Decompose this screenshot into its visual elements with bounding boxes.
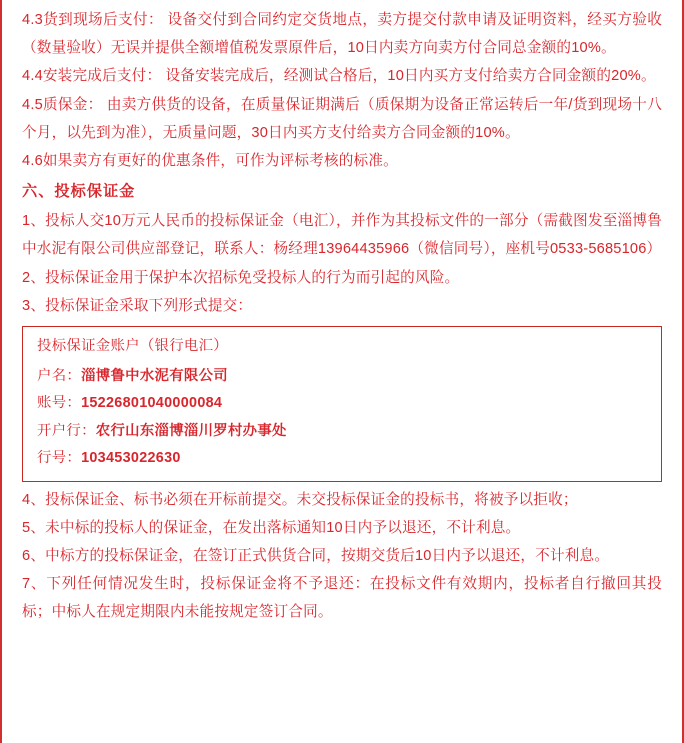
paragraph-4-5: 4.5质保金： 由卖方供货的设备，在质量保证期满后（质保期为设备正常运转后一年/货到现场十八个月，以先到为准），无质量问题，30日内买方支付给卖方合同金额的10%。: [22, 96, 662, 141]
bank-account-box: [22, 326, 662, 482]
bond-item-1: 1、投标人交10万元人民币的投标保证金（电汇），并作为其投标文件的一部分（需截图发至淄博鲁中水泥有限公司供应部登记，联系人：杨经理13964435966（微信同号），座机号0533-5685106）: [22, 213, 662, 258]
bank-value-account-number: 15226801040000084: [81, 395, 223, 412]
paragraph-4-3: 4.3货到现场后支付： 设备交付到合同约定交货地点，卖方提交付款申请及证明资料，经买方验收（数量验收）无误并提供全额增值税发票原件后，10日内卖方向卖方付合同总金额的10%。: [22, 12, 662, 57]
bank-label-branch: 开户行：: [37, 422, 96, 439]
bank-row-account-number: [23, 390, 661, 418]
bond-item-5: 5、未中标的投标人的保证金，在发出落标通知10日内予以退还，不计利息。: [22, 519, 521, 536]
bank-label-account-name: 户名：: [37, 367, 82, 384]
paragraph-4-6: 4.6如果卖方有更好的优惠条件，可作为评标考核的标准。: [22, 153, 398, 170]
bank-label-account-number: 账号：: [37, 395, 82, 412]
bank-row-bank-code: [23, 445, 661, 473]
bond-item-7: 7、下列任何情况发生时，投标保证金将不予退还：在投标文件有效期内，投标者自行撤回其投标；中标人在规定期限内未能按规定签订合同。: [22, 576, 662, 621]
bond-item-4: 4、投标保证金、标书必须在开标前提交。未交投标保证金的投标书，将被予以拒收；: [22, 491, 578, 508]
bank-label-bank-code: 行号：: [37, 450, 82, 467]
bank-row-account-name: [23, 363, 661, 391]
section-heading-bid-bond: 六、投标保证金: [22, 183, 136, 201]
bank-value-account-name: 淄博鲁中水泥有限公司: [81, 367, 228, 384]
bond-item-6: 6、中标方的投标保证金，在签订正式供货合同，按期交货后10日内予以退还，不计利息。: [22, 547, 610, 564]
paragraph-4-4: 4.4安装完成后支付： 设备安装完成后，经测试合格后，10日内买方支付给卖方合同金额的20%。: [22, 68, 656, 85]
bond-item-2: 2、投标保证金用于保护本次招标免受投标人的行为而引起的风险。: [22, 269, 460, 286]
bank-box-title: 投标保证金账户（银行电汇）: [37, 338, 228, 355]
bank-value-bank-code: 103453022630: [81, 450, 181, 467]
bank-value-branch: 农行山东淄博淄川罗村办事处: [95, 422, 287, 439]
bank-row-branch: [23, 418, 661, 446]
bond-item-3: 3、投标保证金采取下列形式提交：: [22, 297, 253, 314]
